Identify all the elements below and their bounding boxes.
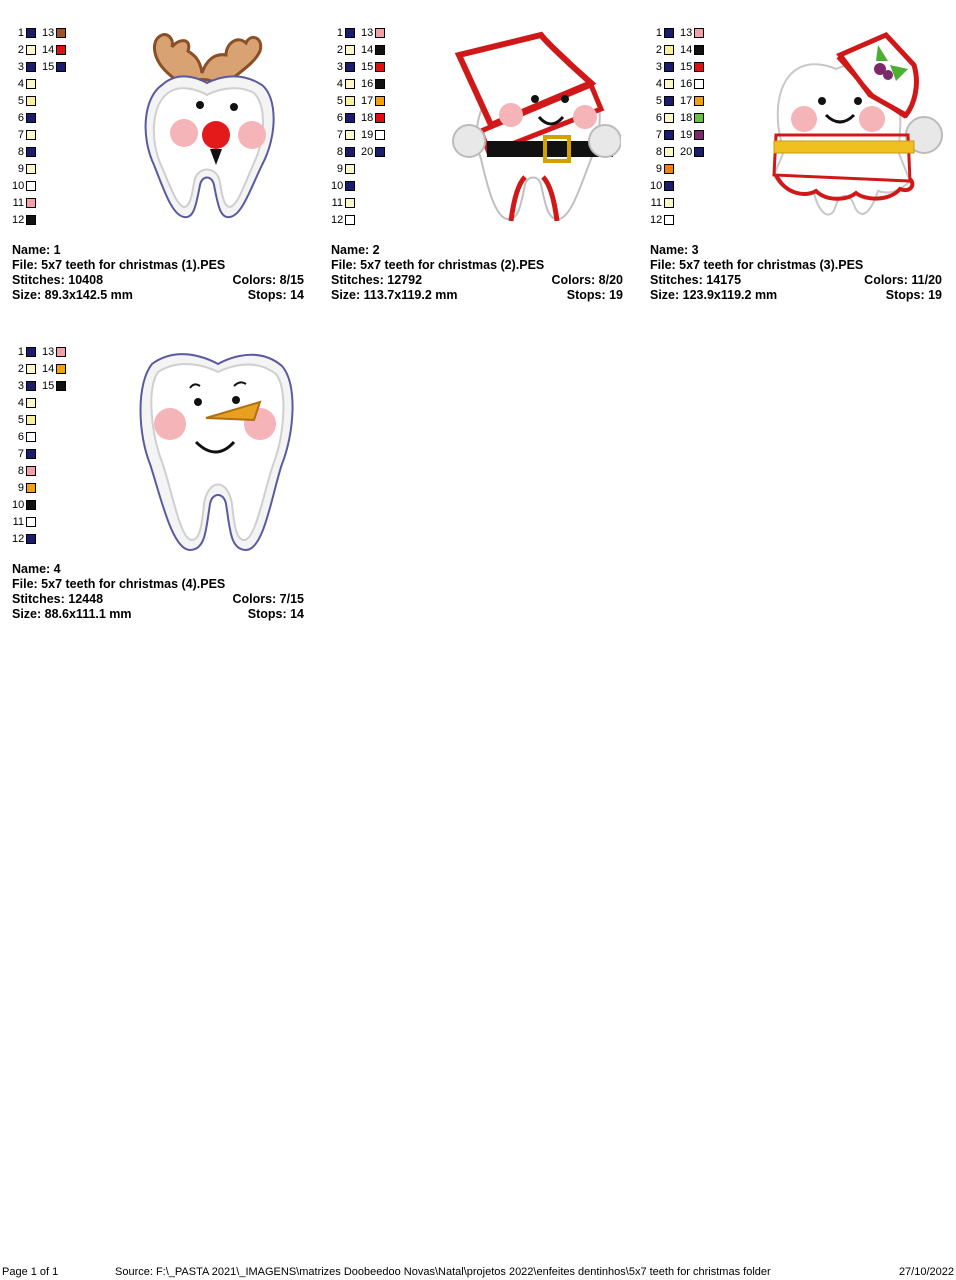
- color-swatch: [26, 62, 36, 72]
- footer-page: Page 1 of 1: [2, 1266, 59, 1278]
- color-number: 2: [655, 44, 662, 56]
- color-number: 14: [42, 44, 55, 56]
- color-swatch: [375, 147, 385, 157]
- color-number: 12: [12, 533, 25, 545]
- color-number: 17: [680, 95, 693, 107]
- design-name: Name: 1: [12, 243, 61, 257]
- design-name: Name: 3: [650, 243, 699, 257]
- color-swatch: [26, 347, 36, 357]
- color-number: 3: [17, 380, 24, 392]
- color-swatch: [26, 517, 36, 527]
- color-number: 15: [42, 61, 55, 73]
- design-stops: Stops: 14: [247, 288, 304, 302]
- footer-date: 27/10/2022: [898, 1266, 954, 1278]
- color-number: 1: [655, 27, 662, 39]
- color-swatch: [56, 62, 66, 72]
- design-stitches: Stitches: 12792: [331, 273, 423, 287]
- design-size: Size: 89.3x142.5 mm: [12, 288, 133, 302]
- color-swatch: [26, 215, 36, 225]
- color-swatch: [56, 364, 66, 374]
- color-number: 4: [655, 78, 662, 90]
- color-number: 6: [655, 112, 662, 124]
- color-swatch: [694, 113, 704, 123]
- color-swatch: [26, 79, 36, 89]
- color-swatch: [26, 147, 36, 157]
- color-number: 9: [17, 482, 24, 494]
- color-swatch: [26, 164, 36, 174]
- color-number: 1: [17, 27, 24, 39]
- color-swatch: [694, 130, 704, 140]
- snowman-tooth-illustration: [122, 344, 302, 554]
- color-swatch: [664, 96, 674, 106]
- color-number: 15: [42, 380, 55, 392]
- design-size: Size: 123.9x119.2 mm: [650, 288, 778, 302]
- color-swatch: [345, 113, 355, 123]
- footer-source: Source: F:\_PASTA 2021\_IMAGENS\matrizes Doobeedoo Novas\Natal\projetos 2022\enfeites dentinhos\5x7 teeth for christmas folder: [115, 1266, 771, 1278]
- color-swatch: [345, 215, 355, 225]
- color-number: 13: [42, 27, 55, 39]
- color-number: 10: [12, 180, 25, 192]
- color-number: 1: [336, 27, 343, 39]
- color-swatch: [26, 466, 36, 476]
- color-number: 4: [17, 397, 24, 409]
- color-swatch: [664, 198, 674, 208]
- color-swatch: [664, 45, 674, 55]
- color-swatch: [375, 130, 385, 140]
- design-stops: Stops: 19: [885, 288, 942, 302]
- color-swatch: [694, 96, 704, 106]
- design-size: Size: 113.7x119.2 mm: [331, 288, 458, 302]
- design-stitches: Stitches: 10408: [12, 273, 104, 287]
- color-swatch: [26, 449, 36, 459]
- color-number: 5: [17, 95, 24, 107]
- color-number: 9: [17, 163, 24, 175]
- color-number: 3: [655, 61, 662, 73]
- color-swatch: [26, 534, 36, 544]
- color-number: 7: [17, 448, 24, 460]
- color-number: 18: [680, 112, 693, 124]
- design-name: Name: 4: [12, 562, 61, 576]
- color-swatch: [694, 79, 704, 89]
- color-swatch: [375, 45, 385, 55]
- design-name: Name: 2: [331, 243, 380, 257]
- color-number: 10: [650, 180, 663, 192]
- color-swatch: [375, 28, 385, 38]
- color-swatch: [56, 381, 66, 391]
- color-swatch: [694, 28, 704, 38]
- color-number: 9: [655, 163, 662, 175]
- color-swatch: [56, 28, 66, 38]
- color-swatch: [664, 62, 674, 72]
- color-number: 8: [17, 146, 24, 158]
- color-number: 2: [336, 44, 343, 56]
- design-card-3: [650, 25, 950, 325]
- color-swatch: [375, 96, 385, 106]
- design-file: File: 5x7 teeth for christmas (4).PES: [12, 577, 226, 591]
- color-number: 6: [17, 112, 24, 124]
- color-number: 14: [680, 44, 693, 56]
- color-number: 8: [336, 146, 343, 158]
- color-swatch: [375, 113, 385, 123]
- color-swatch: [26, 181, 36, 191]
- color-number: 19: [361, 129, 374, 141]
- design-info: [331, 243, 623, 303]
- color-swatch: [26, 45, 36, 55]
- color-swatch: [26, 130, 36, 140]
- design-file: File: 5x7 teeth for christmas (3).PES: [650, 258, 864, 272]
- color-swatch: [664, 130, 674, 140]
- color-number: 11: [12, 516, 24, 528]
- color-number: 16: [680, 78, 693, 90]
- color-swatch: [345, 147, 355, 157]
- color-number: 10: [12, 499, 25, 511]
- design-colors: Colors: 7/15: [232, 592, 304, 606]
- color-swatch: [664, 215, 674, 225]
- color-swatch: [345, 198, 355, 208]
- color-swatch: [694, 147, 704, 157]
- color-number: 8: [655, 146, 662, 158]
- design-card-4: [12, 344, 312, 644]
- color-number: 11: [12, 197, 24, 209]
- color-number: 16: [361, 78, 374, 90]
- color-swatch: [56, 45, 66, 55]
- color-number: 5: [655, 95, 662, 107]
- color-number: 6: [336, 112, 343, 124]
- color-number: 7: [336, 129, 343, 141]
- color-swatch: [694, 62, 704, 72]
- color-number: 5: [17, 414, 24, 426]
- color-number: 14: [42, 363, 55, 375]
- color-number: 9: [336, 163, 343, 175]
- color-swatch: [345, 79, 355, 89]
- color-number: 20: [361, 146, 374, 158]
- design-stitches: Stitches: 14175: [650, 273, 742, 287]
- color-number: 17: [361, 95, 374, 107]
- color-number: 12: [12, 214, 25, 226]
- color-swatch: [26, 198, 36, 208]
- color-number: 13: [42, 346, 55, 358]
- color-swatch: [26, 398, 36, 408]
- design-info: [650, 243, 942, 303]
- color-number: 12: [650, 214, 663, 226]
- color-number: 7: [655, 129, 662, 141]
- color-swatch: [345, 96, 355, 106]
- color-number: 11: [331, 197, 343, 209]
- color-swatch: [664, 147, 674, 157]
- design-colors: Colors: 8/20: [551, 273, 623, 287]
- color-number: 12: [331, 214, 344, 226]
- color-number: 2: [17, 44, 24, 56]
- color-swatch: [375, 62, 385, 72]
- design-info: [12, 562, 304, 622]
- color-swatch: [26, 96, 36, 106]
- color-number: 10: [331, 180, 344, 192]
- color-swatch: [345, 45, 355, 55]
- color-number: 5: [336, 95, 343, 107]
- color-number: 8: [17, 465, 24, 477]
- color-swatch: [694, 45, 704, 55]
- design-stops: Stops: 14: [247, 607, 304, 621]
- design-card-2: [331, 25, 631, 325]
- color-swatch: [26, 113, 36, 123]
- color-swatch: [345, 62, 355, 72]
- design-stitches: Stitches: 12448: [12, 592, 104, 606]
- color-swatch: [664, 113, 674, 123]
- color-swatch: [664, 181, 674, 191]
- color-number: 1: [17, 346, 24, 358]
- color-number: 6: [17, 431, 24, 443]
- color-swatch: [345, 130, 355, 140]
- color-swatch: [26, 415, 36, 425]
- color-swatch: [345, 164, 355, 174]
- design-size: Size: 88.6x111.1 mm: [12, 607, 132, 621]
- design-stops: Stops: 19: [566, 288, 623, 302]
- color-swatch: [26, 364, 36, 374]
- santa-tooth-illustration: [441, 25, 621, 225]
- color-swatch: [345, 28, 355, 38]
- design-file: File: 5x7 teeth for christmas (1).PES: [12, 258, 226, 272]
- design-info: [12, 243, 304, 303]
- color-number: 3: [336, 61, 343, 73]
- color-swatch: [56, 347, 66, 357]
- color-swatch: [664, 28, 674, 38]
- color-swatch: [664, 164, 674, 174]
- design-card-1: [12, 25, 312, 325]
- color-number: 13: [680, 27, 693, 39]
- color-number: 15: [680, 61, 693, 73]
- color-number: 2: [17, 363, 24, 375]
- color-swatch: [375, 79, 385, 89]
- color-number: 18: [361, 112, 374, 124]
- reindeer-tooth-illustration: [122, 25, 292, 225]
- color-number: 13: [361, 27, 374, 39]
- color-swatch: [26, 432, 36, 442]
- color-number: 3: [17, 61, 24, 73]
- color-number: 11: [650, 197, 662, 209]
- color-number: 7: [17, 129, 24, 141]
- color-number: 19: [680, 129, 693, 141]
- color-swatch: [26, 381, 36, 391]
- design-file: File: 5x7 teeth for christmas (2).PES: [331, 258, 545, 272]
- mrs-claus-tooth-illustration: [760, 25, 946, 225]
- design-colors: Colors: 11/20: [864, 273, 942, 287]
- color-number: 4: [17, 78, 24, 90]
- color-number: 14: [361, 44, 374, 56]
- color-swatch: [345, 181, 355, 191]
- color-number: 15: [361, 61, 374, 73]
- design-colors: Colors: 8/15: [232, 273, 304, 287]
- color-swatch: [26, 500, 36, 510]
- color-swatch: [664, 79, 674, 89]
- color-swatch: [26, 28, 36, 38]
- color-number: 4: [336, 78, 343, 90]
- color-swatch: [26, 483, 36, 493]
- color-number: 20: [680, 146, 693, 158]
